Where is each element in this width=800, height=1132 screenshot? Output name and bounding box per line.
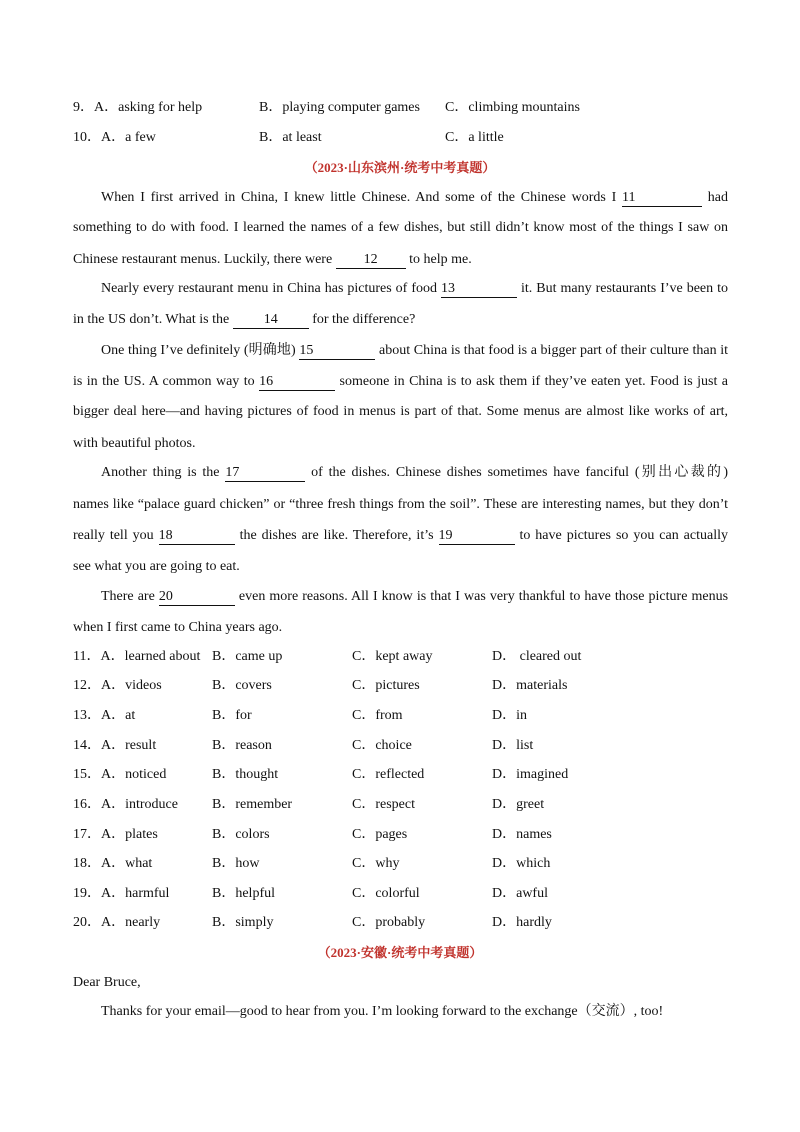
blank-17: 17	[225, 465, 305, 482]
option-a: A．a few	[101, 130, 156, 145]
option-b: B．for	[212, 708, 252, 723]
question-number: 18．	[73, 856, 101, 871]
option-b: B．remember	[212, 797, 293, 812]
option-b: B．at least	[259, 130, 322, 145]
question-number: 16．	[73, 797, 101, 812]
blank-15: 15	[299, 343, 375, 360]
passage-text: really tell you	[73, 528, 154, 543]
passage-line: see what you are going to eat.	[73, 559, 240, 574]
blank-11: 11	[622, 190, 702, 207]
option-row	[73, 854, 152, 874]
passage-text: someone in China is to ask them if they’ve eaten yet. Food is just a	[339, 374, 729, 389]
option-b: B．simply	[212, 915, 274, 930]
option-b: B．playing computer games	[259, 100, 420, 115]
option-b: B．how	[212, 856, 260, 871]
option-b: B．reason	[212, 738, 272, 753]
option-a: A．learned about	[100, 649, 201, 664]
passage-text: One thing I’ve definitely (明确地)	[101, 343, 296, 358]
option-c: C．respect	[352, 797, 415, 812]
option-a: A．introduce	[101, 797, 178, 812]
option-a: A．plates	[101, 827, 158, 842]
option-row	[73, 913, 160, 933]
passage-line	[101, 463, 728, 483]
passage-text: about China is that food is a bigger part of their culture than it	[379, 343, 728, 358]
question-number: 15．	[73, 767, 101, 782]
option-d: D．in	[492, 708, 527, 723]
passage-text: of the dishes. Chinese dishes sometimes have fanciful (别出心裁的)	[311, 465, 728, 480]
blank-18: 18	[159, 528, 235, 545]
passage-text: the dishes are like. Therefore, it’s	[239, 528, 434, 543]
blank-19: 19	[439, 528, 515, 545]
option-a: A．what	[101, 856, 153, 871]
option-c: C．pages	[352, 827, 408, 842]
option-c: C．choice	[352, 738, 412, 753]
option-d: D． cleared out	[492, 649, 582, 664]
option-a: A．nearly	[101, 915, 161, 930]
question-number: 9．	[73, 100, 94, 115]
source-label: （2023·安徽·统考中考真题）	[317, 945, 483, 960]
letter-greeting: Dear Bruce,	[73, 975, 141, 990]
question-number: 13．	[73, 708, 101, 723]
question-number: 10．	[73, 130, 101, 145]
passage-line: something to do with food. I learned the names of a few dishes, but still didn’t know most of the things I saw on	[73, 220, 728, 235]
option-a: A．noticed	[101, 767, 167, 782]
passage-text: Another thing is the	[101, 465, 220, 480]
passage-line	[101, 188, 728, 208]
option-b: B．colors	[212, 827, 270, 842]
option-d: D．names	[492, 827, 552, 842]
passage-text: is in the US. A common way to	[73, 374, 255, 389]
question-10-options	[73, 128, 156, 148]
option-row	[73, 647, 200, 667]
question-9-options	[73, 98, 202, 118]
passage-line: names like “palace guard chicken” or “three fresh things from the soil”. These are interesting names, but they don’t	[73, 497, 728, 512]
option-d: D．hardly	[492, 915, 552, 930]
option-c: C．reflected	[352, 767, 425, 782]
blank-13: 13	[441, 281, 517, 298]
passage-line: with beautiful photos.	[73, 436, 196, 451]
passage-line	[73, 526, 728, 546]
option-d: D．imagined	[492, 767, 569, 782]
option-b: B．helpful	[212, 886, 275, 901]
option-row	[73, 706, 135, 726]
passage-line	[101, 341, 728, 361]
passage-text: There are	[101, 589, 155, 604]
option-a: A．at	[101, 708, 136, 723]
option-row	[73, 795, 178, 815]
option-b: B．came up	[212, 649, 283, 664]
option-b: B．covers	[212, 678, 272, 693]
question-number: 12．	[73, 678, 101, 693]
option-d: D．materials	[492, 678, 568, 693]
option-row	[73, 884, 169, 904]
option-c: C．from	[352, 708, 403, 723]
option-row	[73, 765, 166, 785]
question-number: 14．	[73, 738, 101, 753]
passage-text: to help me.	[409, 252, 472, 267]
blank-12: 12	[336, 252, 406, 269]
option-row	[73, 825, 158, 845]
option-c: C．pictures	[352, 678, 420, 693]
option-c: C．a little	[445, 130, 504, 145]
passage-text: in the US don’t. What is the	[73, 312, 230, 327]
passage-text: for the difference?	[312, 312, 416, 327]
passage-line	[101, 279, 728, 299]
option-a: A．harmful	[101, 886, 170, 901]
passage-line	[73, 372, 728, 392]
passage-text: Nearly every restaurant menu in China has pictures of food	[101, 281, 437, 296]
option-c: C．probably	[352, 915, 426, 930]
question-number: 11．	[73, 649, 101, 664]
option-a: A．result	[101, 738, 157, 753]
passage-text: When I first arrived in China, I knew little Chinese. And some of the Chinese words I	[101, 190, 617, 205]
option-row	[73, 676, 162, 696]
blank-20: 20	[159, 589, 235, 606]
option-c: C．colorful	[352, 886, 420, 901]
option-d: D．which	[492, 856, 551, 871]
passage-text: it. But many restaurants I’ve been to	[521, 281, 729, 296]
option-b: B．thought	[212, 767, 279, 782]
option-d: D．awful	[492, 886, 548, 901]
option-d: D．greet	[492, 797, 545, 812]
source-label: （2023·山东滨州·统考中考真题）	[304, 160, 496, 175]
blank-14: 14	[233, 312, 309, 329]
question-number: 17．	[73, 827, 101, 842]
passage-text: Chinese restaurant menus. Luckily, there were	[73, 252, 333, 267]
passage-line	[73, 250, 728, 270]
option-c: C．climbing mountains	[445, 100, 580, 115]
option-row	[73, 736, 156, 756]
passage-line	[73, 310, 728, 330]
passage-line: bigger deal here—and having pictures of food in menus is part of that. Some menus are almost like works of art,	[73, 404, 728, 419]
option-d: D．list	[492, 738, 534, 753]
letter-line: Thanks for your email—good to hear from you. I’m looking forward to the exchange（交流）, too!	[101, 1004, 664, 1019]
passage-text: even more reasons. All I know is that I was very thankful to have those picture menus	[238, 589, 729, 604]
option-c: C．why	[352, 856, 400, 871]
passage-line: when I first came to China years ago.	[73, 620, 283, 635]
option-a: A．asking for help	[94, 100, 203, 115]
option-c: C．kept away	[352, 649, 433, 664]
question-number: 20．	[73, 915, 101, 930]
option-a: A．videos	[101, 678, 162, 693]
question-number: 19．	[73, 886, 101, 901]
passage-text: had	[707, 190, 728, 205]
passage-line	[101, 587, 728, 607]
passage-text: to have pictures so you can actually	[519, 528, 728, 543]
blank-16: 16	[259, 374, 335, 391]
